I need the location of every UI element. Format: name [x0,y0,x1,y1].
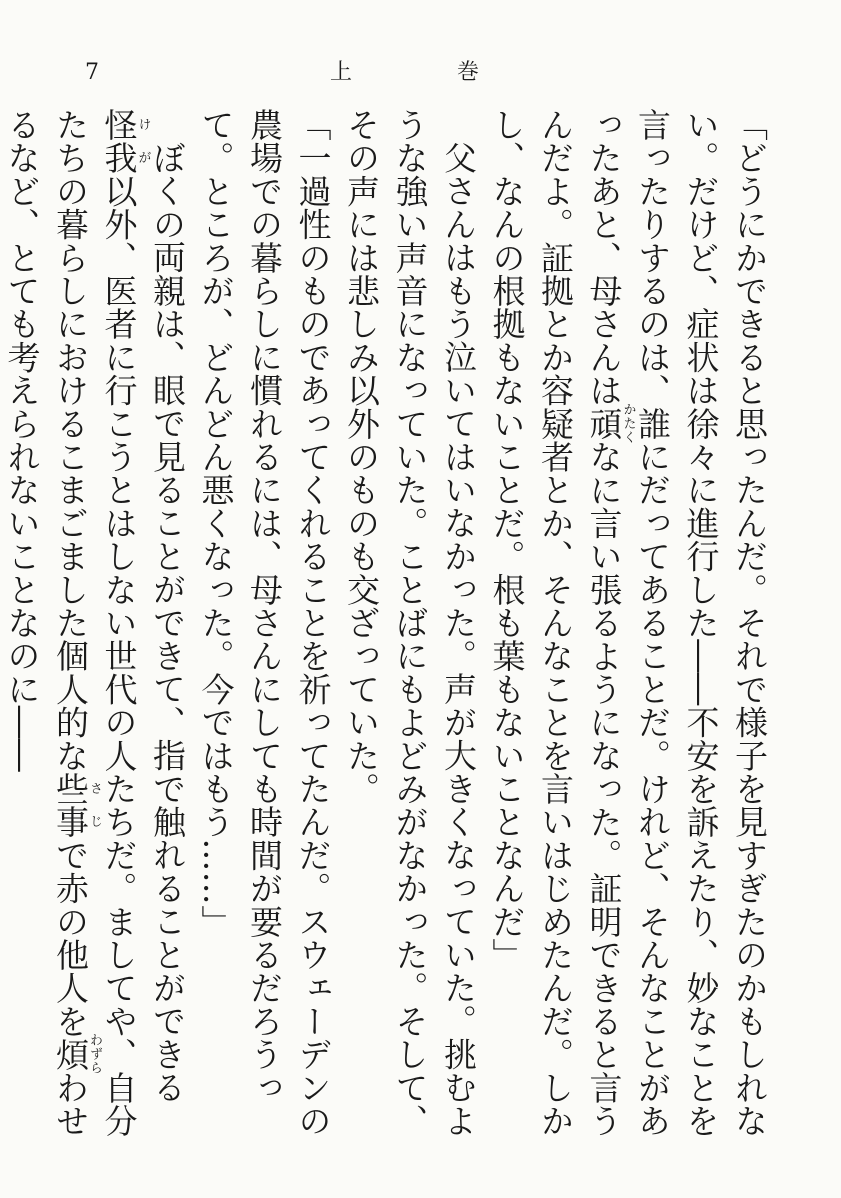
text-run: ぼくの両親は、眼で見ることができて、指で触れることができる [148,141,187,1104]
ruby-reading: けが [135,108,151,175]
ruby-reading: わずら [87,1033,102,1076]
ruby-reading: さじ [87,772,102,839]
text-run: 「どうにかできると思ったんだ。それで様子を見すぎたのかもしれない。だけど、症状は徐々に進行した――不安を訴えたり、妙なことを言ったりするのは、誰にだってあることだ。けれど、そんなことがあったあと、母さんは [584,108,769,1138]
text-run: で赤の他人を [51,838,90,1038]
text-run: 「一過性のものであってくれることを祈ってたんだ。スウェーデンの農場での暮らしに慣れるには、母さんにしても時間が要るだろうって。ところが、どんどん悪くなった。今ではもう……」 [196,108,333,1138]
page-number: 7 [85,60,99,85]
ruby-word: 煩わずら [51,1033,102,1076]
paragraph [0,108,191,1168]
text-run: なに言い張るようになった。証明できると言うんだよ。証拠とか容疑者とか、そんなことを言いはじめたんだ。しかし、なんの根拠もないことだ。根も葉もないことなんだ」 [487,108,624,1138]
ruby-word: 頑かたく [584,402,636,445]
text-run: 以外、医者に行こうとはしない世代の人たちだ。ましてや、自分たちの暮らしにおけるこまごました個人的な [51,108,139,1138]
volume-label: 上巻 [330,60,585,85]
paragraph [191,108,337,1168]
running-header [0,58,841,92]
text-run: 父さんはもう泣いてはいなかった。声が大きくなっていた。挑むような強い声音になっていた。ことばにもよどみがなかった。そして、その声には悲しみ以外のものも交ざっていた。 [342,108,478,1138]
paragraph [337,108,483,1168]
ruby-word: 怪我けが [99,108,151,175]
paragraph [482,108,773,1168]
text-run: わせるなど、とても考えられないことなのに―― [2,108,90,1138]
body-text [2,108,773,1168]
ruby-word: 些事さじ [51,772,102,839]
ruby-reading: かたく [620,402,636,445]
